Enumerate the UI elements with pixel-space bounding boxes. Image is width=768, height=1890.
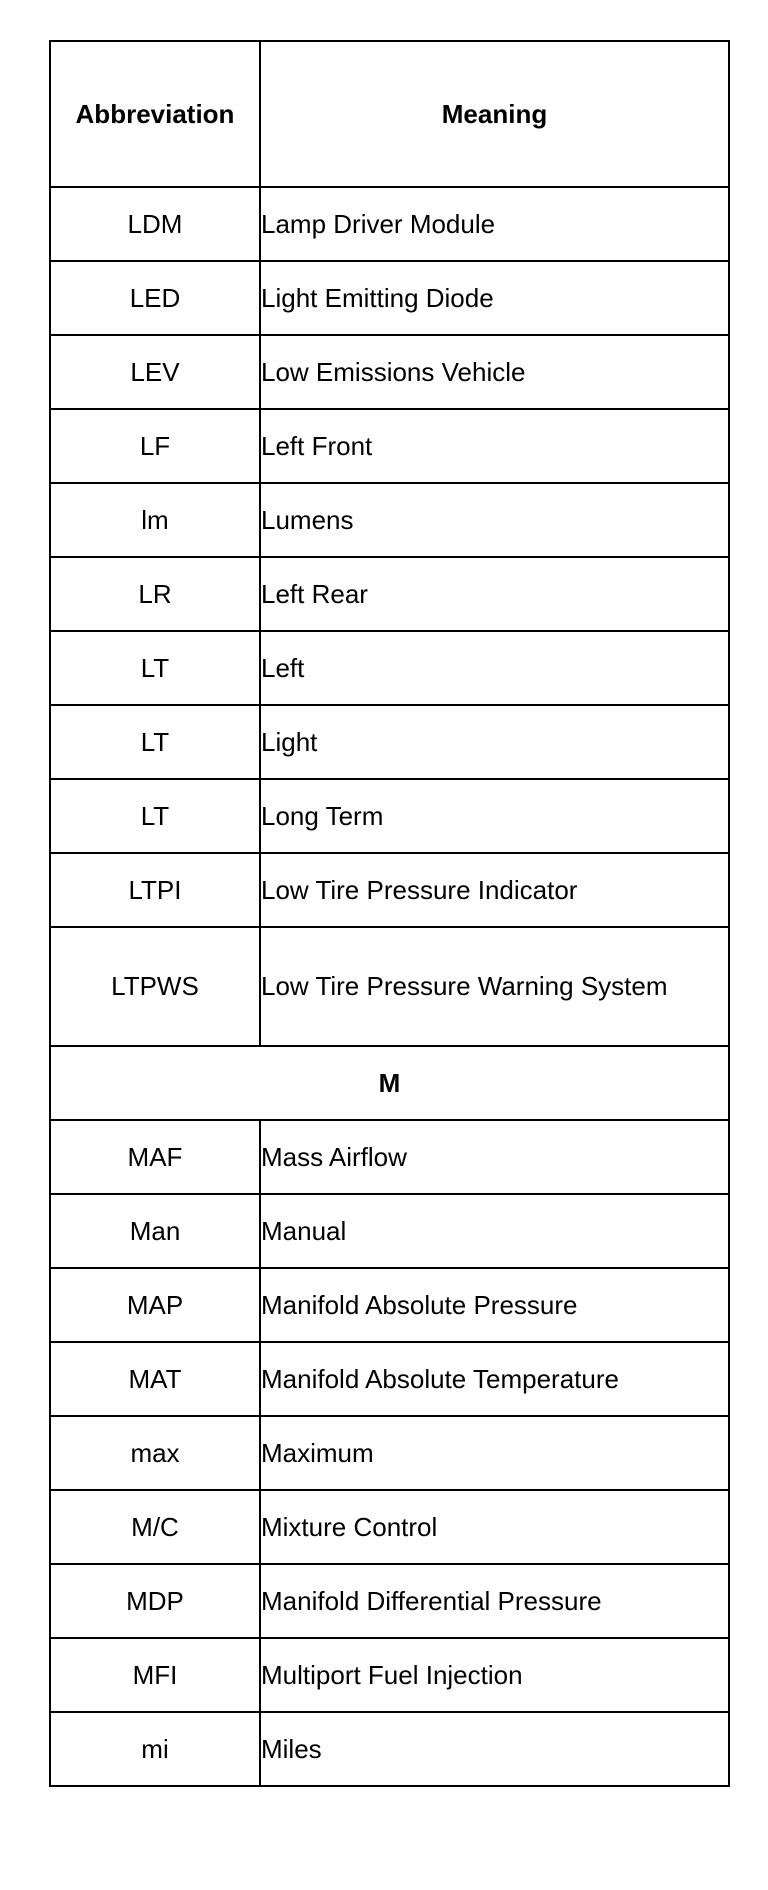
meaning-cell: Multiport Fuel Injection xyxy=(260,1638,729,1712)
meaning-cell: Light xyxy=(260,705,729,779)
meaning-cell: Light Emitting Diode xyxy=(260,261,729,335)
abbreviation-cell: Man xyxy=(50,1194,260,1268)
section-letter: M xyxy=(50,1046,729,1120)
meaning-cell: Manifold Differential Pressure xyxy=(260,1564,729,1638)
meaning-cell: Manifold Absolute Pressure xyxy=(260,1268,729,1342)
abbreviation-cell: max xyxy=(50,1416,260,1490)
abbreviation-cell: M/C xyxy=(50,1490,260,1564)
table-row xyxy=(50,705,729,779)
meaning-cell: Manifold Absolute Temperature xyxy=(260,1342,729,1416)
meaning-cell: Low Tire Pressure Warning System xyxy=(260,927,729,1046)
table-row xyxy=(50,1638,729,1712)
abbreviation-table xyxy=(49,40,730,1787)
meaning-cell: Left xyxy=(260,631,729,705)
abbreviation-cell: LEV xyxy=(50,335,260,409)
table-row xyxy=(50,261,729,335)
abbreviation-cell: LTPI xyxy=(50,853,260,927)
abbreviation-cell: MAT xyxy=(50,1342,260,1416)
abbreviation-cell: LF xyxy=(50,409,260,483)
table-row xyxy=(50,779,729,853)
abbreviation-cell: LED xyxy=(50,261,260,335)
meaning-cell: Miles xyxy=(260,1712,729,1786)
table-row xyxy=(50,335,729,409)
table-row xyxy=(50,557,729,631)
abbreviation-cell: mi xyxy=(50,1712,260,1786)
abbreviation-cell: MAF xyxy=(50,1120,260,1194)
meaning-cell: Low Tire Pressure Indicator xyxy=(260,853,729,927)
meaning-cell: Mass Airflow xyxy=(260,1120,729,1194)
meaning-cell: Mixture Control xyxy=(260,1490,729,1564)
table-header-row xyxy=(50,41,729,187)
table-row xyxy=(50,1564,729,1638)
table-row xyxy=(50,409,729,483)
abbreviation-cell: lm xyxy=(50,483,260,557)
abbreviation-cell: LT xyxy=(50,631,260,705)
meaning-cell: Manual xyxy=(260,1194,729,1268)
abbreviation-cell: LTPWS xyxy=(50,927,260,1046)
table-row xyxy=(50,1120,729,1194)
table-row xyxy=(50,483,729,557)
abbreviation-cell: MFI xyxy=(50,1638,260,1712)
table-row xyxy=(50,1342,729,1416)
table-row xyxy=(50,1194,729,1268)
abbreviation-cell: LDM xyxy=(50,187,260,261)
table-row xyxy=(50,1416,729,1490)
abbreviation-cell: MDP xyxy=(50,1564,260,1638)
table-row xyxy=(50,927,729,1046)
abbreviation-cell: LT xyxy=(50,779,260,853)
meaning-column-header: Meaning xyxy=(260,41,729,187)
meaning-cell: Lamp Driver Module xyxy=(260,187,729,261)
table-row xyxy=(50,631,729,705)
meaning-cell: Left Front xyxy=(260,409,729,483)
meaning-cell: Low Emissions Vehicle xyxy=(260,335,729,409)
table-row xyxy=(50,187,729,261)
table-row xyxy=(50,1268,729,1342)
abbreviation-cell: LR xyxy=(50,557,260,631)
table-row xyxy=(50,1712,729,1786)
meaning-cell: Maximum xyxy=(260,1416,729,1490)
abbreviation-cell: LT xyxy=(50,705,260,779)
meaning-cell: Lumens xyxy=(260,483,729,557)
table-row xyxy=(50,1490,729,1564)
section-header-row xyxy=(50,1046,729,1120)
meaning-cell: Long Term xyxy=(260,779,729,853)
meaning-cell: Left Rear xyxy=(260,557,729,631)
table-row xyxy=(50,853,729,927)
abbreviation-cell: MAP xyxy=(50,1268,260,1342)
abbreviation-column-header: Abbreviation xyxy=(50,41,260,187)
